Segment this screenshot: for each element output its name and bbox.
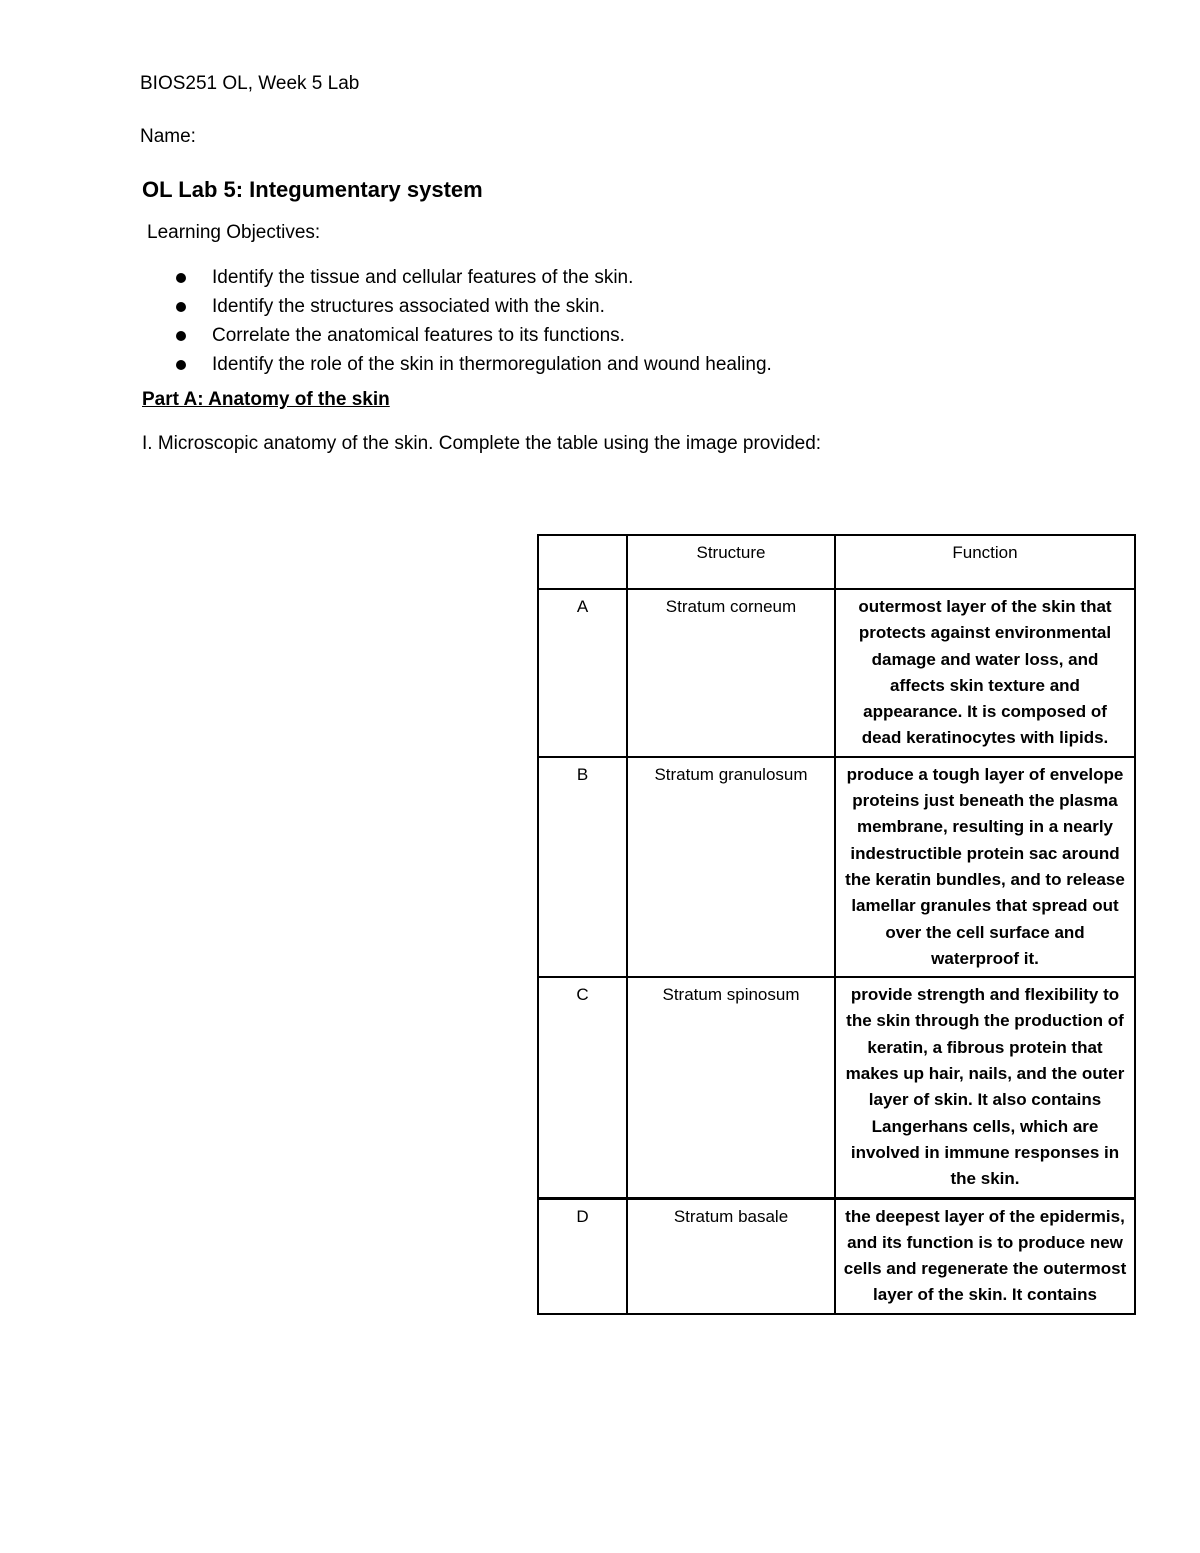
function-cell: provide strength and flexibility to the skin through the production of keratin, a fibrous protein that makes up hair, nails, and the outer layer of skin. It also contains Langerhans cells, which are involved in immune responses in the skin. xyxy=(835,977,1135,1198)
part-a-heading: Part A: Anatomy of the skin xyxy=(142,389,390,410)
bullet-icon xyxy=(176,273,186,283)
objective-item xyxy=(170,350,772,379)
objective-item xyxy=(170,292,772,321)
objectives-list xyxy=(170,263,772,379)
instruction-text: I. Microscopic anatomy of the skin. Complete the table using the image provided: xyxy=(142,433,822,454)
row-label-cell: A xyxy=(538,589,627,757)
table-header-row xyxy=(538,535,1135,589)
table-row xyxy=(538,977,1135,1198)
header-structure-cell: Structure xyxy=(627,535,835,589)
bullet-icon xyxy=(176,302,186,312)
bullet-icon xyxy=(176,331,186,341)
skin-layers-table xyxy=(537,534,1136,1315)
table-row xyxy=(538,1198,1135,1314)
objective-item xyxy=(170,263,772,292)
structure-cell: Stratum granulosum xyxy=(627,757,835,977)
header-label-cell xyxy=(538,535,627,589)
row-label-cell: B xyxy=(538,757,627,977)
row-label-cell: D xyxy=(538,1198,627,1314)
page-title: OL Lab 5: Integumentary system xyxy=(142,177,483,202)
bullet-icon xyxy=(176,360,186,370)
function-cell: outermost layer of the skin that protects against environmental damage and water loss, and affects skin texture and appearance. It is composed of dead keratinocytes with lipids. xyxy=(835,589,1135,757)
row-label-cell: C xyxy=(538,977,627,1198)
function-cell: the deepest layer of the epidermis, and its function is to produce new cells and regenerate the outermost layer of the skin. It contains xyxy=(835,1198,1135,1314)
structure-cell: Stratum spinosum xyxy=(627,977,835,1198)
name-label: Name: xyxy=(140,126,196,147)
objectives-heading: Learning Objectives: xyxy=(147,222,321,243)
structure-cell: Stratum corneum xyxy=(627,589,835,757)
structure-cell: Stratum basale xyxy=(627,1198,835,1314)
header-function-cell: Function xyxy=(835,535,1135,589)
objective-text: Correlate the anatomical features to its functions. xyxy=(212,325,625,346)
objective-item xyxy=(170,321,772,350)
function-cell: produce a tough layer of envelope proteins just beneath the plasma membrane, resulting in a nearly indestructible protein sac around the keratin bundles, and to release lamellar granules that spread out over the cell surface and waterproof it. xyxy=(835,757,1135,977)
objective-text: Identify the role of the skin in thermoregulation and wound healing. xyxy=(212,354,772,375)
objective-text: Identify the tissue and cellular features of the skin. xyxy=(212,267,634,288)
table-row xyxy=(538,589,1135,757)
objective-text: Identify the structures associated with the skin. xyxy=(212,296,605,317)
course-header: BIOS251 OL, Week 5 Lab xyxy=(140,73,360,94)
table-row xyxy=(538,757,1135,977)
